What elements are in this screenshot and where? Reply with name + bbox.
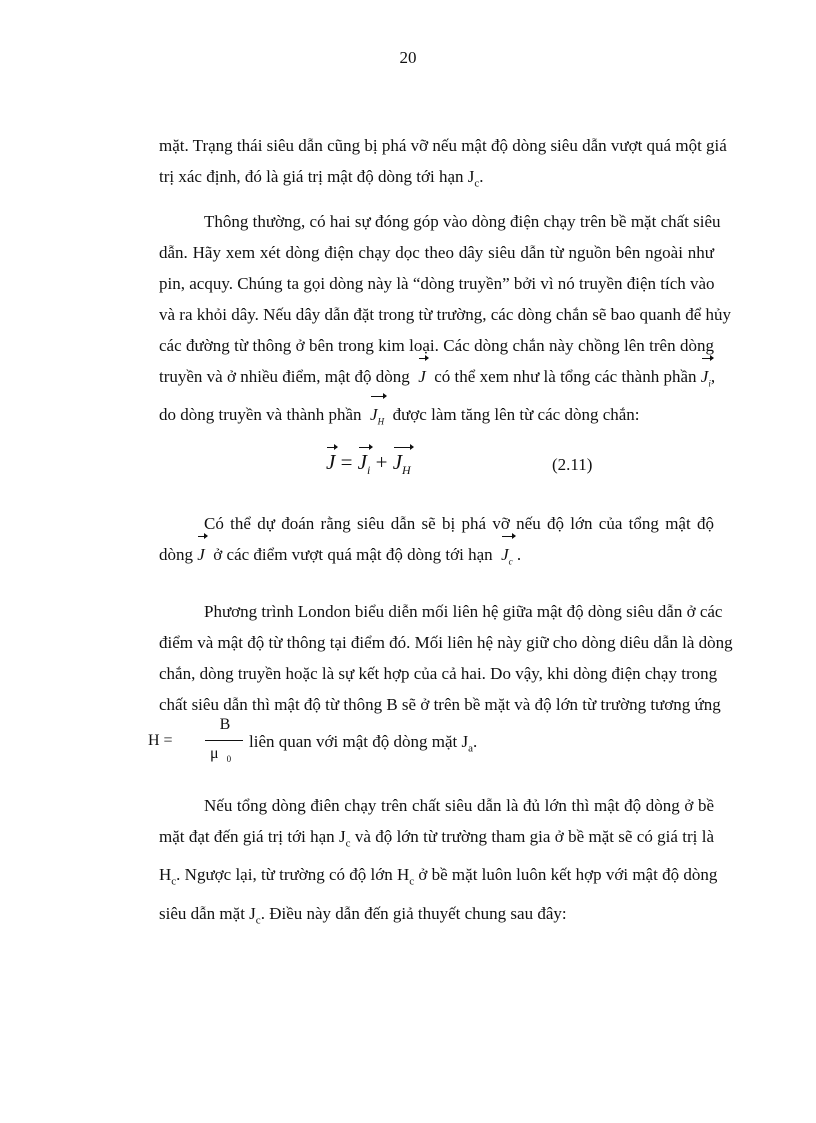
p2-line-4: và ra khỏi dây. Nếu dây dẫn đặt trong từ trường, các dòng chắn sẽ bao quanh để hủy (159, 305, 732, 324)
vector-JH: $J_H$ (370, 399, 384, 437)
equation-number: (2.11) (552, 455, 593, 474)
eq-vector-J: J (326, 450, 336, 474)
p5-line-2: mặt đạt đến giá trị tới hạn $J_c$ và độ lớn từ trường tham gia ở bề mặt sẽ có giá trị là (159, 827, 715, 850)
p4-line-3: chắn, dòng truyền hoặc là sự kết hợp của cả hai. Do vậy, khi dòng điện chạy trong (159, 664, 718, 683)
h-formula-numerator: B (219, 716, 231, 733)
p2-line-3: pin, acquy. Chúng ta gọi dòng này là “dòng truyền” bởi vì nó truyền điện tích vào (159, 274, 715, 293)
p5-line-3: $H_c$. Ngược lại, từ trường có độ lớn $H_c$ ở bề mặt luôn luôn kết hợp với mật độ dòng (159, 865, 718, 888)
fraction-bar (205, 740, 243, 741)
paragraph-2 (159, 206, 732, 438)
paragraph-4 (159, 596, 733, 720)
h-formula-lhs: H = (148, 732, 173, 749)
vector-J: J (418, 361, 426, 392)
p1-line-2: trị xác định, đó là giá trị mật độ dòng tới hạn $J_c$. (159, 167, 484, 190)
vector-Ji: $J_i$ (701, 361, 711, 399)
p4-line-4: chất siêu dẫn thì mật độ từ thông B sẽ ở trên bề mặt và độ lớn từ trường tương ứng (159, 695, 721, 714)
vector-J-total: J (197, 539, 205, 570)
h-formula-denominator: μ $_0$ (210, 745, 232, 765)
p4-line-2: điểm và mật độ từ thông tại điểm đó. Mối liên hệ này giữ cho dòng diêu dẫn là dòng (159, 633, 733, 652)
h-formula-text: liên quan với mật độ dòng mặt $J_a$. (249, 732, 478, 755)
p2-line-7: do dòng truyền và thành phần $J_H$ được làm tăng lên từ các dòng chắn: (159, 399, 714, 437)
eq-vector-JH: $J_H$ (392, 450, 411, 478)
vector-Jc: $J_c$ (501, 539, 513, 577)
paragraph-3 (159, 508, 714, 577)
equation-2-11 (326, 450, 411, 478)
p3-line-1: Có thể dự đoán rằng siêu dẫn sẽ bị phá vỡ nếu độ lớn của tổng mật độ (204, 514, 714, 533)
p4-line-1: Phương trình London biểu diễn mối liên hệ giữa mật độ dòng siêu dẫn ở các (204, 602, 723, 621)
p2-line-1: Thông thường, có hai sự đóng góp vào dòng điện chạy trên bề mặt chất siêu (204, 212, 721, 231)
p2-line-5: các đường từ thông ở bên trong kim loại. Các dòng chắn này chồng lên trên dòng (159, 336, 714, 355)
p5-line-4: siêu dẫn mặt $J_c$. Điều này dẫn đến giả thuyết chung sau đây: (159, 903, 567, 927)
page-number: 20 (399, 48, 417, 67)
p3-line-2: dòng J ở các điểm vượt quá mật độ dòng tới hạn $J_c$ . (159, 539, 714, 577)
paragraph-5 (159, 790, 718, 936)
eq-plus: + (375, 450, 388, 474)
p1-line-1: mặt. Trạng thái siêu dẫn cũng bị phá vỡ nếu mật độ dòng siêu dẫn vượt quá một giá (159, 136, 727, 155)
p2-line-6: truyền và ở nhiều điểm, mật độ dòng J có thể xem như là tổng các thành phần $J_i$, (159, 361, 714, 399)
p5-line-1: Nếu tổng dòng điên chạy trên chất siêu dẫn là đủ lớn thì mật độ dòng ở bề (204, 796, 714, 815)
paragraph-1 (159, 130, 727, 199)
eq-equals: = (340, 450, 353, 474)
p2-line-2: dẫn. Hãy xem xét dòng điện chạy dọc theo dây siêu dẫn từ nguồn bên ngoài như (159, 243, 714, 262)
eq-vector-Ji: $J_i$ (357, 450, 371, 478)
